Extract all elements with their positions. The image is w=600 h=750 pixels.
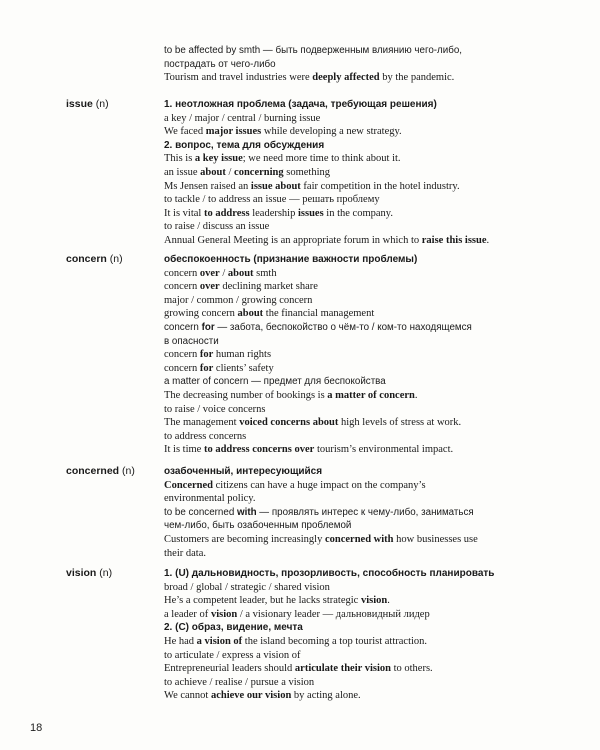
text-run: concern [164, 362, 200, 374]
bold-phrase: major issues [205, 126, 262, 138]
bold-phrase: for [199, 349, 214, 361]
text-run: We cannot [164, 690, 211, 702]
usage-line [164, 348, 564, 362]
text-run: concern [164, 267, 200, 279]
text-run: This is [164, 153, 195, 165]
usage-line [164, 58, 564, 72]
intro-body [164, 44, 564, 85]
text-run: an issue [164, 166, 201, 178]
text-run: Tourism and travel industries were [164, 72, 313, 84]
text-run: The decreasing number of bookings is [164, 389, 328, 401]
bold-phrase: a vision of [196, 635, 243, 647]
headword: issue [66, 98, 93, 110]
text-run: . [414, 389, 418, 401]
usage-line [164, 676, 564, 690]
entry-headword [66, 98, 109, 112]
text-run: something [283, 166, 330, 178]
text-run: the financial management [263, 308, 375, 320]
text-run: We faced [164, 126, 206, 138]
text-run: 1. неотложная проблема (задача, требующая решения) [164, 99, 437, 110]
bold-phrase: vision [360, 595, 388, 607]
text-run: / [219, 267, 228, 279]
bold-phrase: deeply affected [312, 72, 380, 84]
text-run: ; we need more time to think about it. [242, 153, 401, 165]
bold-phrase: with [236, 506, 257, 518]
usage-line [164, 44, 564, 58]
text-run: while developing a new strategy. [261, 126, 402, 138]
text-run: by acting alone. [291, 690, 361, 702]
usage-line [164, 125, 564, 139]
text-run: The management [164, 417, 240, 429]
usage-line [164, 307, 564, 321]
text-run: обеспокоенность (признание важности проблемы) [164, 254, 418, 265]
text-run: to address concerns [164, 430, 247, 442]
usage-line [164, 662, 564, 676]
bold-phrase: a key issue [194, 153, 243, 165]
usage-line [164, 152, 564, 166]
usage-line [164, 689, 564, 703]
text-run: / [225, 166, 235, 178]
bold-phrase: for [199, 362, 214, 374]
entry-body [164, 465, 564, 560]
bold-phrase: over [199, 267, 220, 279]
part-of-speech: (n) [122, 465, 135, 477]
part-of-speech: (n) [109, 253, 123, 265]
text-run: — проявлять интерес к чему-либо, заниматься [256, 506, 474, 518]
usage-line [164, 594, 564, 608]
text-run: to tackle / to address an issue — решать проблему [164, 194, 380, 206]
text-run: . [486, 234, 490, 246]
usage-line [164, 362, 564, 376]
usage-line [164, 234, 564, 248]
usage-line [164, 180, 564, 194]
definition-line [164, 98, 564, 112]
bold-phrase: concerning [234, 166, 284, 178]
text-run: a key / major / central / burning issue [164, 112, 321, 124]
definition-line [164, 621, 564, 635]
text-run: to others. [390, 663, 433, 675]
usage-line [164, 335, 564, 349]
text-run: He had [164, 635, 197, 647]
usage-line [164, 443, 564, 457]
text-run: to raise / voice concerns [164, 403, 266, 415]
bold-phrase: to address [203, 207, 250, 219]
page-number: 18 [30, 722, 43, 734]
bold-phrase: about [200, 166, 226, 178]
usage-line [164, 220, 564, 234]
bold-phrase: over [199, 281, 220, 293]
usage-line [164, 519, 564, 533]
headword: concern [66, 253, 107, 265]
text-run: to be concerned [164, 506, 237, 518]
text-run: smth [253, 267, 277, 279]
text-run: their data. [164, 547, 206, 559]
usage-line [164, 649, 564, 663]
bold-phrase: voiced concerns about [239, 417, 339, 429]
text-run: environmental policy. [164, 493, 256, 505]
text-run: high levels of stress at work. [338, 417, 462, 429]
text-run: in the company. [323, 207, 393, 219]
text-run: to be affected by smth — быть подверженным влиянию чего-либо, [164, 45, 463, 56]
usage-line [164, 416, 564, 430]
text-run: Customers are becoming increasingly [164, 533, 325, 545]
text-run: clients’ safety [213, 362, 274, 374]
text-run: He’s a competent leader, but he lacks strategic [164, 595, 361, 607]
entry-headword [66, 567, 112, 581]
usage-line [164, 112, 564, 126]
definition-line [164, 139, 564, 153]
usage-line [164, 294, 564, 308]
usage-line [164, 375, 564, 389]
entry-body [164, 567, 564, 703]
text-run: growing concern [164, 308, 238, 320]
text-run: citizens can have a huge impact on the company’s [213, 479, 426, 491]
text-run: — забота, беспокойство о чём-то / ком-то находящемся [214, 321, 472, 333]
part-of-speech: (n) [95, 98, 109, 110]
text-run: concern [164, 349, 200, 361]
bold-phrase: about [237, 308, 264, 320]
text-run: concern [164, 321, 202, 333]
usage-line [164, 267, 564, 281]
definition-line [164, 465, 564, 479]
headword: concerned [66, 465, 120, 477]
usage-line [164, 389, 564, 403]
text-run: в опасности [164, 335, 219, 347]
usage-line [164, 635, 564, 649]
bold-phrase: about [227, 267, 254, 279]
usage-line [164, 430, 564, 444]
text-run: 2. вопрос, тема для обсуждения [164, 139, 325, 151]
usage-line [164, 581, 564, 595]
usage-line [164, 321, 564, 335]
part-of-speech: (n) [99, 567, 113, 579]
usage-line [164, 166, 564, 180]
text-run: озабоченный, интересующийся [164, 466, 323, 477]
bold-phrase: issues [297, 207, 324, 219]
text-run: leadership [249, 207, 298, 219]
bold-phrase: to address concerns over [203, 444, 315, 456]
text-run: . [387, 595, 390, 607]
bold-phrase: issue about [250, 180, 301, 192]
text-run: human rights [213, 349, 272, 361]
definition-line [164, 567, 564, 581]
text-run: It is vital [164, 207, 204, 219]
text-run: fair competition in the hotel industry. [300, 180, 460, 192]
bold-phrase: a matter of concern [327, 389, 415, 401]
bold-phrase: vision [210, 608, 238, 620]
entry-body [164, 253, 564, 457]
entry-headword [66, 253, 123, 267]
bold-phrase: concerned with [324, 533, 394, 545]
text-run: 2. (С) образ, видение, мечта [164, 622, 303, 634]
text-run: a matter of concern — предмет для беспокойства [164, 376, 386, 388]
text-run: tourism’s environmental impact. [314, 444, 454, 456]
text-run: to raise / discuss an issue [164, 221, 270, 233]
usage-line [164, 608, 564, 622]
usage-line [164, 479, 564, 493]
text-run: / a visionary leader — дальновидный лидер [237, 608, 430, 620]
usage-line [164, 280, 564, 294]
headword: vision [66, 567, 97, 579]
text-run: by the pandemic. [379, 72, 455, 84]
text-run: the island becoming a top tourist attraction. [242, 635, 428, 647]
text-run: Annual General Meeting is an appropriate forum in which to [164, 234, 422, 246]
text-run: a leader of [164, 608, 211, 620]
bold-phrase: achieve our vision [210, 690, 292, 702]
usage-line [164, 547, 564, 561]
entry-body [164, 98, 564, 248]
usage-line [164, 403, 564, 417]
text-run: to articulate / express a vision of [164, 649, 301, 661]
bold-phrase: articulate their vision [294, 663, 391, 675]
usage-line [164, 506, 564, 520]
bold-phrase: for [201, 321, 215, 333]
usage-line [164, 71, 564, 85]
text-run: to achieve / realise / pursue a vision [164, 676, 315, 688]
usage-line [164, 533, 564, 547]
text-run: чем-либо, быть озабоченным проблемой [164, 520, 352, 532]
text-run: Entrepreneurial leaders should [164, 663, 295, 675]
text-run: Ms Jensen raised an [164, 180, 251, 192]
bold-phrase: Concerned [164, 479, 213, 491]
bold-phrase: raise this issue [421, 234, 487, 246]
text-run: It is time [164, 444, 204, 456]
text-run: пострадать от чего-либо [164, 58, 276, 70]
entry-headword [66, 465, 135, 479]
text-run: how businesses use [393, 533, 478, 545]
definition-line [164, 253, 564, 267]
text-run: declining market share [219, 281, 318, 293]
text-run: broad / global / strategic / shared vision [164, 581, 330, 593]
usage-line [164, 207, 564, 221]
text-run: concern [164, 281, 200, 293]
usage-line [164, 193, 564, 207]
text-run: 1. (U) дальновидность, прозорливость, способность планировать [164, 568, 495, 579]
text-run: major / common / growing concern [164, 294, 313, 306]
usage-line [164, 492, 564, 506]
